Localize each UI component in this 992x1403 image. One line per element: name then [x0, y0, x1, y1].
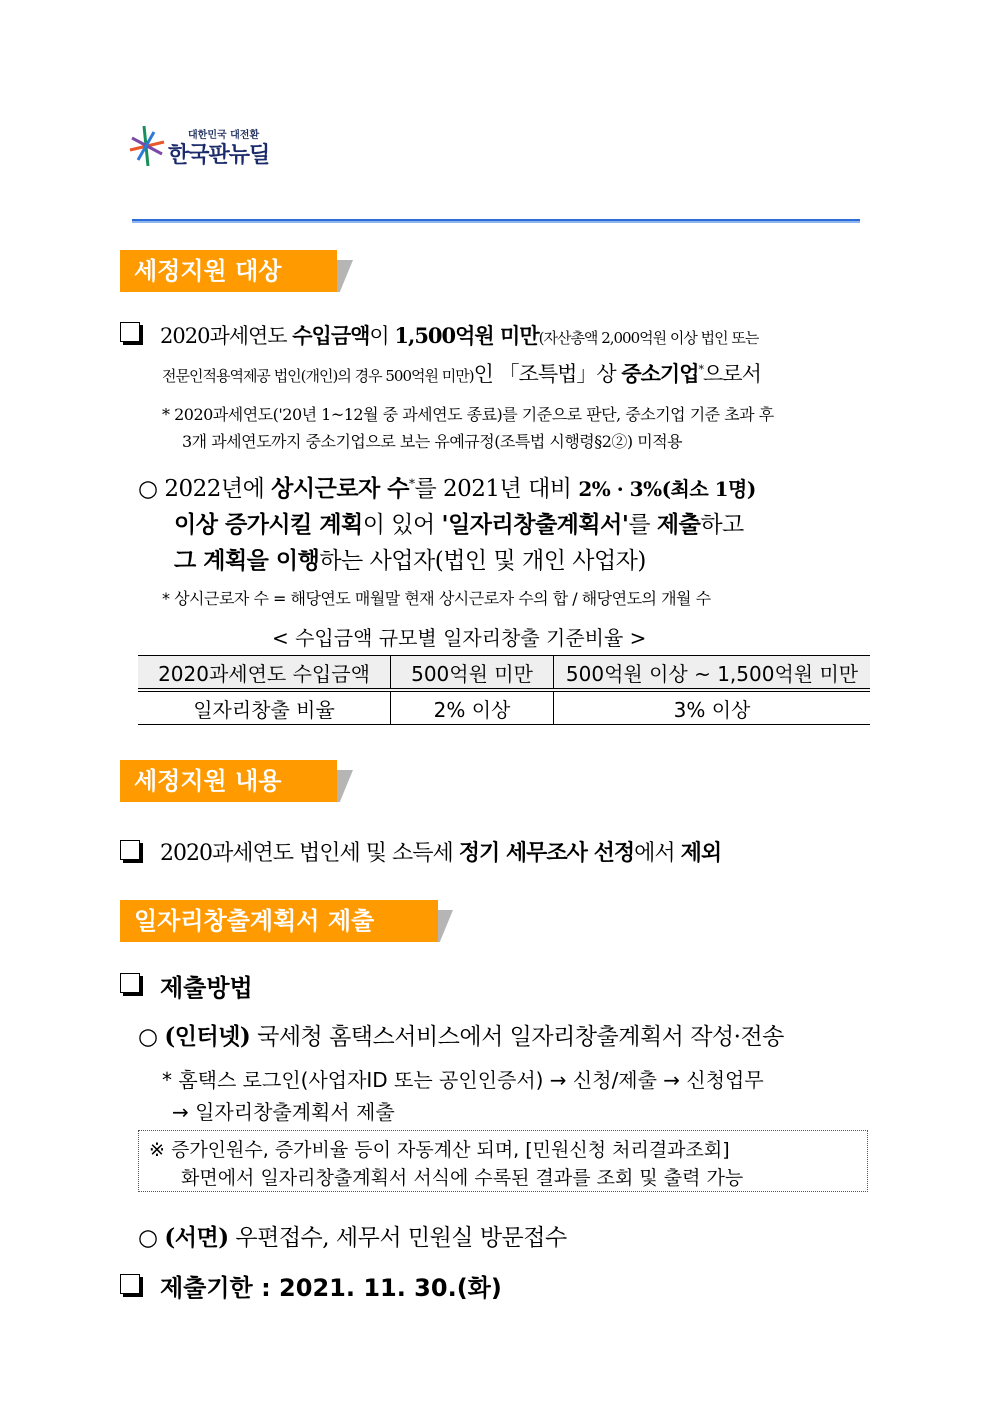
header-divider [132, 219, 860, 223]
hometax-path-note-2: → 일자리창출계획서 제출 [172, 1100, 395, 1124]
target-circle-line-3: 그 계획을 이행하는 사업자(법인 및 개인 사업자) [174, 547, 646, 574]
table-row: 일자리창출 비율 2% 이상 3% 이상 [138, 690, 870, 725]
logo-star-icon [126, 124, 166, 168]
checkbox-bullet-icon [120, 1274, 140, 1294]
job-creation-ratio-table [138, 655, 870, 725]
table-header-row: 2020과세연도 수입금액 500억원 미만 500억원 이상 ~ 1,500억원 미만 [138, 656, 870, 691]
document-page: 대한민국 대전환 한국판뉴딜 세정지원 대상 2020과세연도 수입금액이 1,500억원 미만(자산총액 2,000억원 이상 법인 또는 전문인적용역제공 법인(개인)의 경우 500억원 미만)인 「조특법」상 중소기업*으로서 * 2020과세연도('20년 1~12월 중 과세연도 종료)를 기준으로 판단, 중소기업 기준 초과 후 3개 과세연도까지 중소기업으로 보는 유예규정(조특법 시행령§2②) 미적용 ○ 2022년에 상시근로자 수*를 2021년 대비 2% · 3%(최소 1명) 이상 증가시킬 계획이 있어 '일자리창출계획서'를 제출하고 그 계획을 이행하는 사업자(법인 및 개인 사업자) * 상시근로자 수 = 해당연도 매월말 현재 상시근로자 수의 합 / 해당연도의 개월 수 < 수입금액 규모별 일자리창출 기준비율 > 2020과세연도 수입금액 500억원 미만 500억원 이상 ~ 1,500억원 미만 일자리창출 비율 2% 이상 3% 이상 세정지원 내용 2020과세연도 법인세 및 소득세 정기 세무조사 선정에서 제외 일자리창출계획서 제출 제출방법 ○ (인터넷) 국세청 홈택스서비스에서 일자리창출계획서 작성·전송 * 홈택스 로그인(사업자ID 또는 공인인증서) → 신청/제출 → 신청업무 → 일자리창출계획서 제출 ※ 증가인원수, 증가비율 등이 자동계산 되며, [민원신청 처리결과조회] 화면에서 일자리창출계획서 서식에 수록된 결과를 조회 및 출력 가능 ○ (서면) 우편접수, 세무서 민원실 방문접수 제출기한 : 2021. 11. 30.(화) [0, 0, 992, 1403]
content-line: 2020과세연도 법인세 및 소득세 정기 세무조사 선정에서 제외 [160, 840, 722, 866]
table-caption: < 수입금액 규모별 일자리창출 기준비율 > [272, 626, 647, 650]
checkbox-bullet-icon [120, 973, 140, 993]
note-regular-workers: * 상시근로자 수 = 해당연도 매월말 현재 상시근로자 수의 합 / 해당연도의 개월 수 [162, 589, 711, 608]
checkbox-bullet-icon [120, 322, 140, 342]
korean-new-deal-logo: 대한민국 대전환 한국판뉴딜 [126, 118, 276, 168]
target-circle-line-1: ○ 2022년에 상시근로자 수*를 2021년 대비 2% · 3%(최소 1명) [138, 475, 756, 502]
submit-internet-line: ○ (인터넷) 국세청 홈택스서비스에서 일자리창출계획서 작성·전송 [138, 1023, 784, 1050]
note-sme-criteria: * 2020과세연도('20년 1~12월 중 과세연도 종료)를 기준으로 판단, 중소기업 기준 초과 후 [162, 405, 774, 424]
submit-paper-line: ○ (서면) 우편접수, 세무서 민원실 방문접수 [138, 1224, 567, 1251]
submit-method-heading: 제출방법 [160, 974, 253, 1002]
target-line-2: 전문인적용역제공 법인(개인)의 경우 500억원 미만)인 「조특법」상 중소기업*으로서 [162, 361, 761, 386]
target-line-1: 2020과세연도 수입금액이 1,500억원 미만(자산총액 2,000억원 이상 법인 또는 [160, 323, 759, 348]
target-circle-line-2: 이상 증가시킬 계획이 있어 '일자리창출계획서'를 제출하고 [174, 511, 744, 538]
hometax-path-note: * 홈택스 로그인(사업자ID 또는 공인인증서) → 신청/제출 → 신청업무 [162, 1068, 764, 1092]
note-sme-grace: 3개 과세연도까지 중소기업으로 보는 유예규정(조특법 시행령§2②) 미적용 [182, 432, 683, 451]
auto-calc-notice-box: ※ 증가인원수, 증가비율 등이 자동계산 되며, [민원신청 처리결과조회] 화면에서 일자리창출계획서 서식에 수록된 결과를 조회 및 출력 가능 [138, 1130, 868, 1192]
checkbox-bullet-icon [120, 840, 140, 860]
submit-deadline: 제출기한 : 2021. 11. 30.(화) [160, 1274, 502, 1302]
